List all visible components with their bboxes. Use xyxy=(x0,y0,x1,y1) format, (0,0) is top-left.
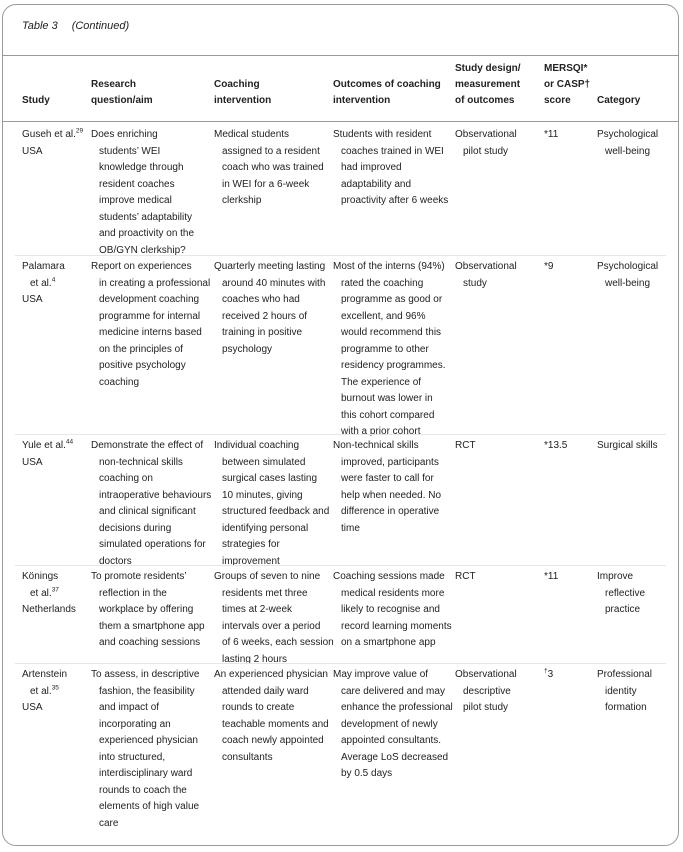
cell-study: Könings et al.$^{37}$ Netherlands xyxy=(22,571,76,615)
cell-score: *13.5 xyxy=(544,440,568,451)
header-aim: Research question/aim xyxy=(91,79,153,106)
table-caption xyxy=(22,20,129,32)
cell-design: RCT xyxy=(455,440,476,451)
cell-study: Yule et al.$^{44}$ USA xyxy=(22,438,74,468)
cell-study: Palamara et al.$^4$ USA xyxy=(22,261,65,305)
header-design: Study design/ measurement of outcomes xyxy=(455,63,521,106)
row-divider xyxy=(15,565,666,566)
cell-intervention: Medical students assigned to a resident coach who was trained in WEI for a 6-week clerkship xyxy=(214,129,324,206)
cell-category: Psychological well-being xyxy=(597,129,659,157)
table-label: Table 3 xyxy=(22,20,58,32)
cell-category: Psychological well-being xyxy=(597,261,659,289)
cell-category: Surgical skills xyxy=(597,440,658,451)
cell-intervention: An experienced physician attended daily ward rounds to create teachable moments and coach newly appointed consultants xyxy=(214,669,329,763)
cell-study: Guseh et al.$^{29}$ USA xyxy=(22,127,84,157)
cell-category: Professional identity formation xyxy=(597,669,653,713)
cell-aim: Demonstrate the effect of non-technical skills coaching on intraoperative behaviours and clinical significant decisions during simulated operations for doctors xyxy=(91,440,212,567)
row-divider xyxy=(15,434,666,435)
cell-score: *9 xyxy=(544,261,554,272)
cell-score: †3 xyxy=(544,667,554,680)
cell-score: *11 xyxy=(544,129,559,140)
table-frame xyxy=(2,4,679,846)
cell-category: Improve reflective practice xyxy=(597,571,646,615)
table-continued: (Continued) xyxy=(71,20,130,32)
cell-intervention: Groups of seven to nine residents met three times at 2-week intervals over a period of 6 weeks, each session lasting 2 hours xyxy=(214,571,334,665)
header-score: MERSQI* or CASP† score xyxy=(544,63,591,106)
cell-study: Artenstein et al.$^{35}$ USA xyxy=(22,669,68,713)
cell-intervention: Individual coaching between simulated surgical cases lasting 10 minutes, giving structured feedback and identifying personal strategies for improvement xyxy=(214,440,330,567)
caption-rule xyxy=(3,55,678,56)
cell-design: Observational study xyxy=(455,261,517,289)
header-intervention: Coaching intervention xyxy=(214,79,272,106)
cell-outcomes: Coaching sessions made medical residents more likely to recognise and record learning moments on a smartphone app xyxy=(333,571,452,648)
cell-design: Observational pilot study xyxy=(455,129,517,157)
cell-score: *11 xyxy=(544,571,559,582)
cell-aim: To assess, in descriptive fashion, the feasibility and impact of incorporating an experienced physician into structured, interdisciplinary ward rounds to coach the elements of high value care xyxy=(91,669,200,829)
cell-design: RCT xyxy=(455,571,476,582)
header-rule xyxy=(3,121,678,122)
cell-outcomes: May improve value of care delivered and may enhance the professional development of newly appointed consultants. Average LoS decreased by 0.5 days xyxy=(333,669,453,779)
row-divider xyxy=(15,663,666,664)
header-outcomes: Outcomes of coaching intervention xyxy=(333,79,441,106)
cell-intervention: Quarterly meeting lasting around 40 minutes with coaches who had received 2 hours of training in positive psychology xyxy=(214,261,326,355)
row-divider xyxy=(15,255,666,256)
cell-aim: Report on experiences in creating a professional development coaching programme for internal medicine interns based on the principles of positive psychology coaching xyxy=(91,261,211,388)
cell-aim: To promote residents’ reflection in the workplace by offering them a smartphone app and coaching sessions xyxy=(91,571,205,648)
cell-design: Observational descriptive pilot study xyxy=(455,669,517,713)
cell-aim: Does enriching students’ WEI knowledge through resident coaches improve medical students’ adaptability and proactivity on the OB/GYN clerkship? xyxy=(91,129,195,256)
cell-outcomes: Most of the interns (94%) rated the coaching programme as good or excellent, and 96% would recommend this programme to other residency programmes. The experience of burnout was lower in this cohort compared with a prior cohort xyxy=(333,261,446,437)
cell-outcomes: Non-technical skills improved, participants were faster to call for help when needed. No difference in operative time xyxy=(333,440,442,534)
cell-outcomes: Students with resident coaches trained in WEI had improved adaptability and proactivity after 6 weeks xyxy=(333,129,449,206)
header-study: Study xyxy=(22,95,50,106)
header-category: Category xyxy=(597,95,641,106)
